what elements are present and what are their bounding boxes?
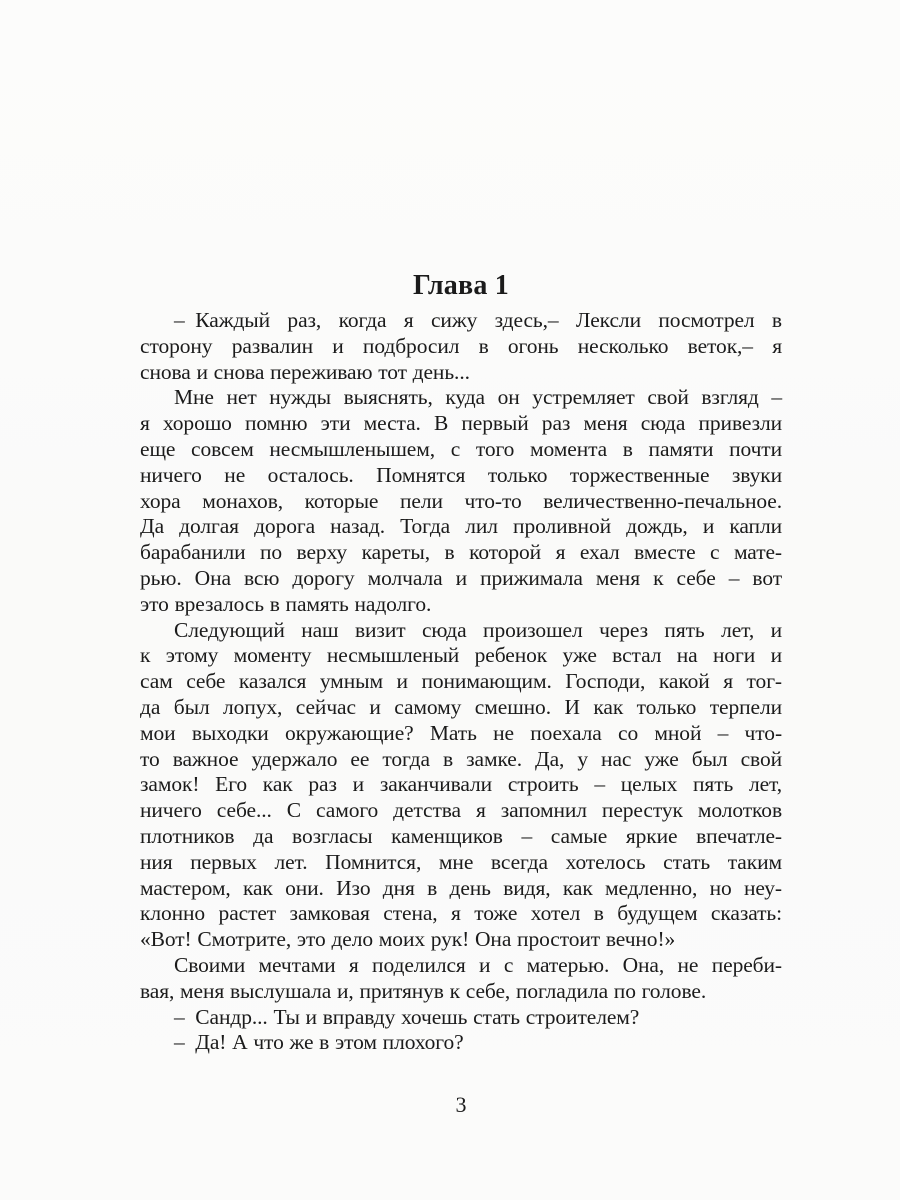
paragraph	[140, 1030, 782, 1056]
text-line: клонно растет замковая стена, я тоже хотел в будущем сказать:	[140, 901, 782, 926]
text-line: «Вот! Смотрите, это дело моих рук! Она простоит вечно!»	[140, 927, 676, 952]
text-line: – Да! А что же в этом плохого?	[174, 1030, 464, 1055]
text-line: снова и снова переживаю тот день...	[140, 359, 470, 384]
text-line: замок! Его как раз и заканчивали строить – целых пять лет,	[140, 772, 782, 797]
text-line: хора монахов, которые пели что-то величественно-печальное.	[140, 488, 782, 513]
page-number: 3	[455, 1092, 467, 1117]
text-line: – Сандр... Ты и вправду хочешь стать строителем?	[174, 1004, 640, 1029]
text-block	[140, 308, 782, 1056]
text-line: да был лопух, сейчас и самому смешно. И как только терпели	[140, 694, 782, 719]
text-line: Следующий наш визит сюда произошел через пять лет, и	[174, 617, 782, 642]
text-line: ничего не осталось. Помнятся только торжественные звуки	[140, 462, 782, 487]
text-line: рью. Она всю дорогу молчала и прижимала меня к себе – вот	[140, 565, 782, 590]
paragraph	[140, 308, 782, 385]
text-line: сторону развалин и подбросил в огонь несколько веток,– я	[140, 333, 782, 358]
chapter-title: Глава 1	[413, 269, 509, 301]
text-line: Да долгая дорога назад. Тогда лил проливной дождь, и капли	[140, 514, 782, 539]
text-line: Мне нет нужды выяснять, куда он устремляет свой взгляд –	[174, 385, 782, 410]
text-line: я хорошо помню эти места. В первый раз меня сюда привезли	[140, 411, 782, 436]
paragraph	[140, 1005, 782, 1031]
text-line: мастером, как они. Изо дня в день видя, как медленно, но неу-	[140, 875, 782, 900]
text-line: к этому моменту несмышленый ребенок уже встал на ноги и	[140, 643, 782, 668]
paragraph	[140, 385, 782, 617]
text-line: Своими мечтами я поделился и с матерью. Она, не переби-	[174, 952, 782, 977]
text-line: вая, меня выслушала и, притянув к себе, погладила по голове.	[140, 978, 707, 1003]
text-line: ния первых лет. Помнится, мне всегда хотелось стать таким	[140, 849, 782, 874]
text-line: это врезалось в память надолго.	[140, 591, 432, 616]
paragraph	[140, 953, 782, 1005]
text-line: сам себе казался умным и понимающим. Господи, какой я тог-	[140, 669, 782, 694]
text-line: то важное удержало ее тогда в замке. Да, у нас уже был свой	[140, 746, 782, 771]
text-line: еще совсем несмышленышем, с того момента в памяти почти	[140, 436, 782, 461]
paragraph	[140, 618, 782, 953]
text-line: мои выходки окружающие? Мать не поехала со мной – что-	[140, 720, 782, 745]
text-line: ничего себе... С самого детства я запомнил перестук молотков	[140, 798, 782, 823]
text-line: барабанили по верху кареты, в которой я ехал вместе с мате-	[140, 540, 782, 565]
text-line: – Каждый раз, когда я сижу здесь,– Лексли посмотрел в	[174, 308, 782, 332]
text-line: плотников да возгласы каменщиков – самые яркие впечатле-	[140, 823, 782, 848]
